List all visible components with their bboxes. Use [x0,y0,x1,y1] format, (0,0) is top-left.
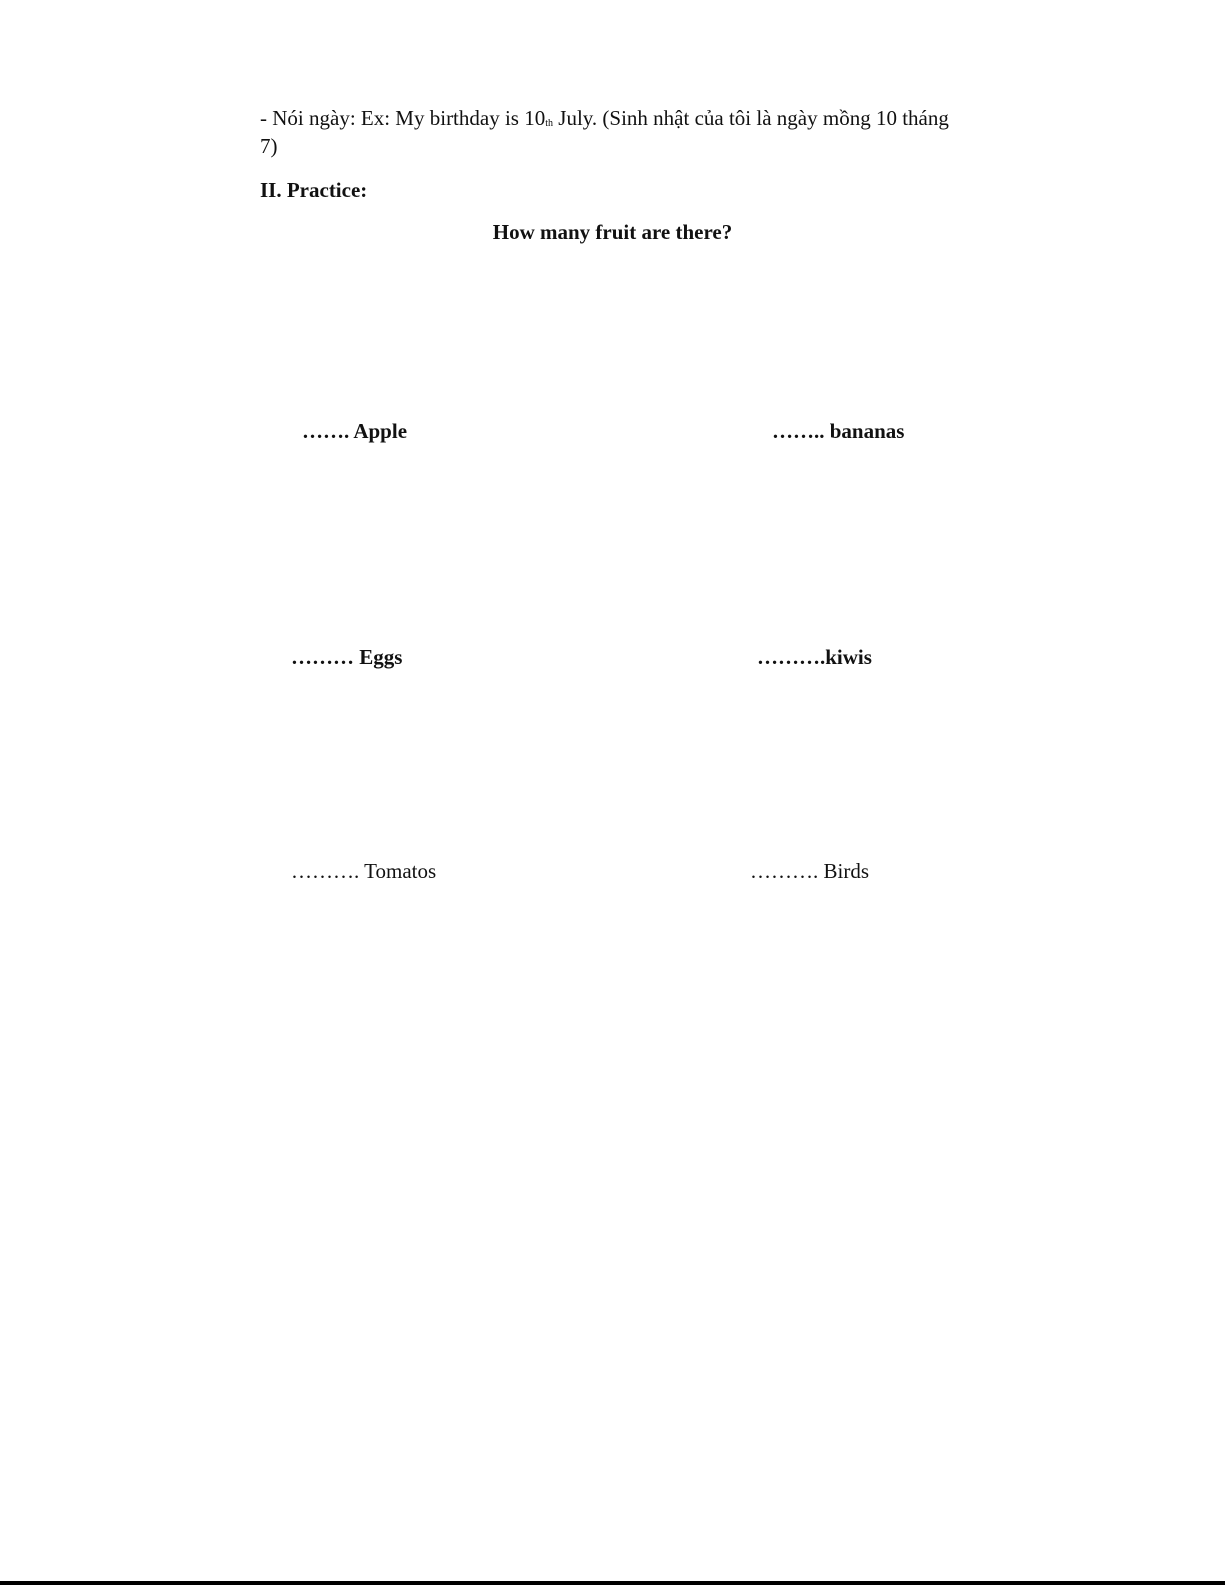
section-heading: II. Practice: [260,178,368,202]
intro-line [260,104,949,137]
intro-line-prefix: - Nói ngày: Ex: My birthday is 10 [260,106,546,130]
intro-line-continuation: 7) [260,134,278,158]
answer-blank-birds: ………. Birds [750,859,870,883]
answer-blank-apples: ……. Apple [302,419,408,443]
ordinal-suffix: th [545,118,554,129]
answer-blank-tomatos: ………. Tomatos [291,859,437,883]
intro-line-suffix: July. (Sinh nhật của tôi là ngày mồng 10 tháng [553,106,949,130]
page-bottom-border [0,1581,1225,1585]
exercise-question: How many fruit are there? [492,220,733,244]
answer-blank-bananas: …….. bananas [772,419,905,443]
answer-blank-eggs: ……… Eggs [291,645,403,669]
answer-blank-kiwis: ……….kiwis [757,645,872,669]
